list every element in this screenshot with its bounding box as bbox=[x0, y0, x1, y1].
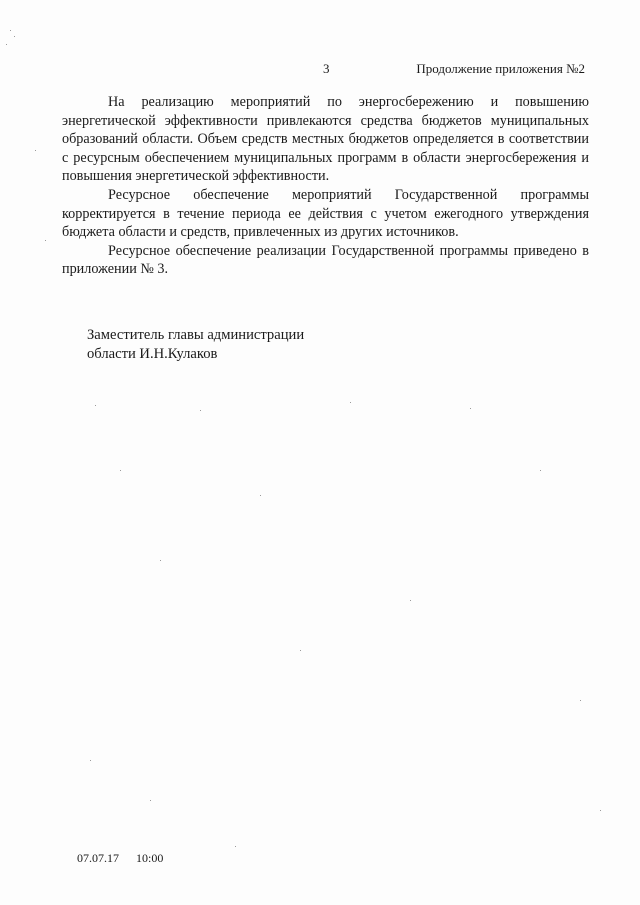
paragraph-funding-sources: На реализацию мероприятий по энергосбережению и повышению энергетической эффективности привлекаются средства бюджетов муниципальных образований области. Объем средств местных бюджетов определяется в соответствии с ресурсным обеспечением муниципальных программ в области энергосбережения и повышения энергетической эффективности. bbox=[62, 94, 589, 185]
footer-date: 07.07.17 bbox=[77, 851, 119, 865]
paragraph-appendix-reference: Ресурсное обеспечение реализации Государственной программы приведено в приложении № 3. bbox=[62, 242, 589, 278]
body-text bbox=[62, 93, 589, 279]
footer-time: 10:00 bbox=[136, 851, 164, 865]
signature-position: Заместитель главы администрации bbox=[87, 327, 305, 343]
footer-timestamp bbox=[77, 851, 163, 866]
signature-name: области И.Н.Кулаков bbox=[87, 345, 218, 362]
signature-block bbox=[87, 326, 304, 363]
appendix-continuation-note: Продолжение приложения №2 bbox=[416, 61, 585, 76]
paragraph-resource-adjustment: Ресурсное обеспечение мероприятий Государственной программы корректируется в течение периода ее действия с учетом ежегодного утверждения бюджета области и средств, привлеченных из других источников. bbox=[62, 186, 589, 241]
page-number: 3 bbox=[323, 61, 330, 76]
